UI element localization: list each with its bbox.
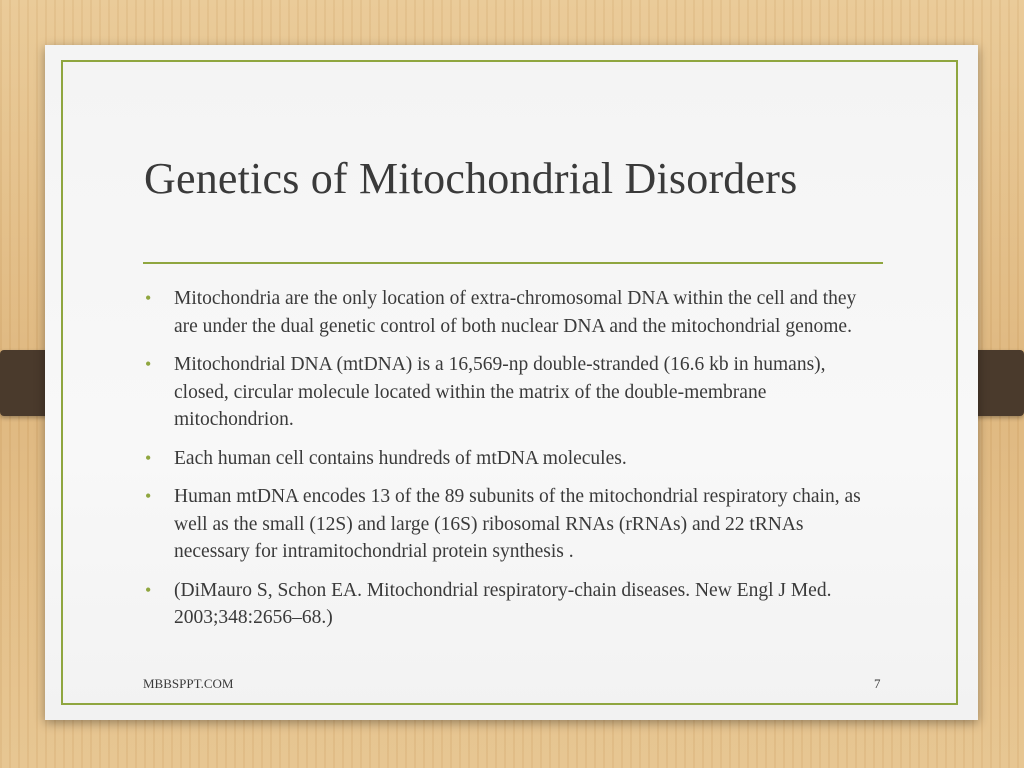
bullet-point-icon: • <box>145 354 152 374</box>
page-number: 7 <box>874 676 881 691</box>
bullet-text: (DiMauro S, Schon EA. Mitochondrial respiratory-chain diseases. New Engl J Med. 2003;348:2656–68.) <box>174 579 832 628</box>
bullet-text: Human mtDNA encodes 13 of the 89 subunits of the mitochondrial respiratory chain, as well as the small (12S) and large (16S) ribosomal RNAs (rRNAs) and 22 tRNAs necessary for intramitochondrial protein synthesis . <box>174 486 861 562</box>
bullet-point-icon: • <box>145 579 152 600</box>
bullet-list <box>142 285 882 643</box>
bullet-text: Mitochondrial DNA (mtDNA) is a 16,569-np double-stranded (16.6 kb in humans), closed, circular molecule located within the matrix of the double-membrane mitochondrion. <box>174 354 826 430</box>
bullet-item <box>142 351 882 434</box>
bullet-point-icon: • <box>145 288 152 308</box>
slide-card <box>45 45 978 720</box>
bullet-item <box>142 285 882 340</box>
bullet-point-icon: • <box>145 447 152 468</box>
title-divider <box>143 262 883 264</box>
bullet-text: Mitochondria are the only location of extra-chromosomal DNA within the cell and they are under the dual genetic control of both nuclear DNA and the mitochondrial genome. <box>174 288 857 337</box>
footer-source: MBBSPPT.COM <box>143 676 234 691</box>
bullet-item <box>142 445 882 473</box>
bullet-point-icon: • <box>145 486 152 506</box>
bullet-item <box>142 577 882 632</box>
bullet-text: Each human cell contains hundreds of mtDNA molecules. <box>174 447 627 469</box>
slide-title: Genetics of Mitochondrial Disorders <box>144 154 798 203</box>
bullet-item <box>142 483 882 566</box>
